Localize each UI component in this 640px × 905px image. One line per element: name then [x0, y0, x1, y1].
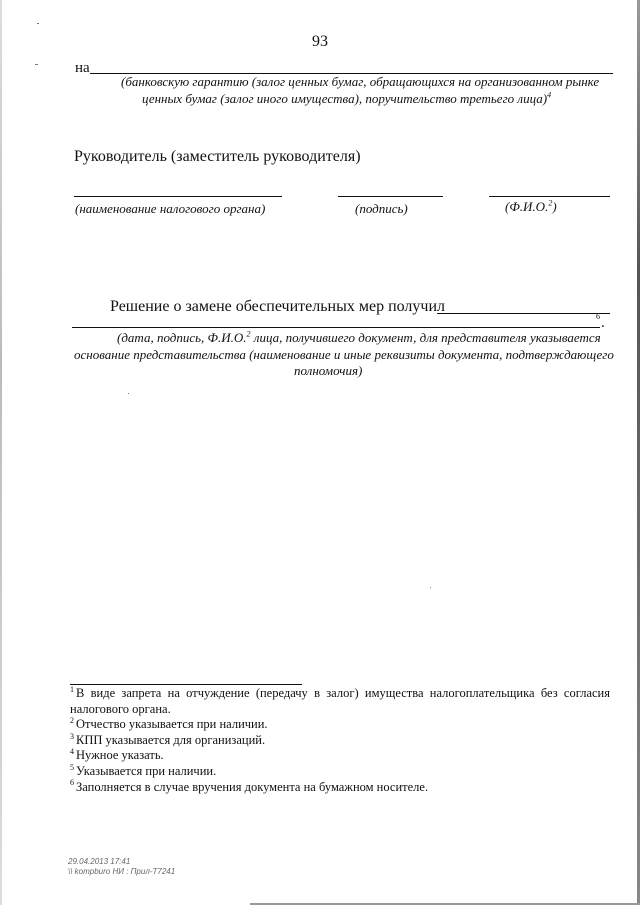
- footnote-number: 2: [70, 716, 74, 726]
- caption-signature: (подпись): [355, 201, 408, 216]
- footnote-text: Указывается при наличии.: [76, 763, 217, 778]
- footnote-item: [70, 686, 610, 717]
- caption-name: [505, 199, 557, 215]
- decision-label: Решение о замене обеспечительных мер получил: [110, 298, 445, 315]
- footnote-item: [70, 748, 610, 764]
- page-number: 93: [312, 33, 328, 50]
- footnote-separator: [70, 684, 302, 685]
- footnote-item: [70, 717, 610, 733]
- scan-edge-left: [0, 0, 2, 905]
- signature-fill-line: [338, 196, 443, 197]
- security-note-text2: ценных бумаг (залог иного имущества), поручительство третьего лица): [142, 91, 548, 106]
- scan-speck: [430, 587, 431, 588]
- decision-end-mark: .: [601, 315, 605, 331]
- decision-caption-line1: [117, 330, 601, 346]
- footnote-number: 3: [70, 731, 74, 741]
- footnote-item: [70, 733, 610, 749]
- footnote-item: [70, 764, 610, 780]
- footnote-number: 4: [70, 747, 74, 757]
- scan-speck: [37, 23, 39, 24]
- security-prefix: на: [75, 60, 90, 76]
- security-note-line2: [142, 91, 551, 107]
- print-stamp-path: \\ kompburo НИ : Прил-Т7241: [68, 867, 176, 876]
- print-stamp: [68, 857, 175, 877]
- footnote-text: Заполняется в случае вручения документа на бумажном носителе.: [76, 779, 429, 794]
- footnote-ref-4: 4: [547, 90, 552, 100]
- decision-caption-line3: полномочия): [294, 363, 363, 378]
- footnotes: [70, 686, 610, 795]
- decision-caption-text1b: лица, получившего документ, для представителя указывается: [250, 330, 601, 345]
- name-fill-line: [489, 196, 610, 197]
- scan-speck: [128, 393, 129, 394]
- footnote-item: [70, 780, 610, 796]
- caption-name-close: ): [552, 199, 557, 214]
- security-note-line1: [121, 74, 599, 90]
- footnote-ref-6: 6: [596, 312, 600, 321]
- footnote-text: Нужное указать.: [76, 748, 164, 763]
- security-note-text1: (банковскую гарантию (залог ценных бумаг, обращающихся на организованном рынке: [121, 74, 600, 89]
- decision-caption-line2: основание представительства (наименование и иные реквизиты документа, подтверждающего: [74, 347, 614, 362]
- footnote-number: 5: [70, 762, 74, 772]
- decision-fill-line: [72, 327, 600, 328]
- scan-speck: [35, 64, 38, 65]
- footnote-text: В виде запрета на отчуждение (передачу в залог) имущества налогоплательщика без согласия налогового органа.: [70, 686, 610, 716]
- decision-recipient-line: [437, 313, 610, 314]
- caption-name-text: (Ф.И.О.: [505, 199, 549, 214]
- footnote-number: 6: [70, 778, 74, 788]
- footnote-ref-2: 2: [548, 198, 553, 208]
- footnote-number: 1: [70, 684, 74, 694]
- print-stamp-date: 29.04.2013 17:41: [68, 857, 131, 866]
- footnote-ref-2b: 2: [246, 329, 251, 339]
- footnote-text: КПП указывается для организаций.: [76, 732, 266, 747]
- signatory-heading: Руководитель (заместитель руководителя): [74, 148, 361, 165]
- footnote-text: Отчество указывается при наличии.: [76, 717, 268, 732]
- authority-fill-line: [74, 196, 282, 197]
- decision-caption-text1a: (дата, подпись, Ф.И.О.: [117, 330, 247, 345]
- caption-authority: (наименование налогового органа): [75, 201, 266, 216]
